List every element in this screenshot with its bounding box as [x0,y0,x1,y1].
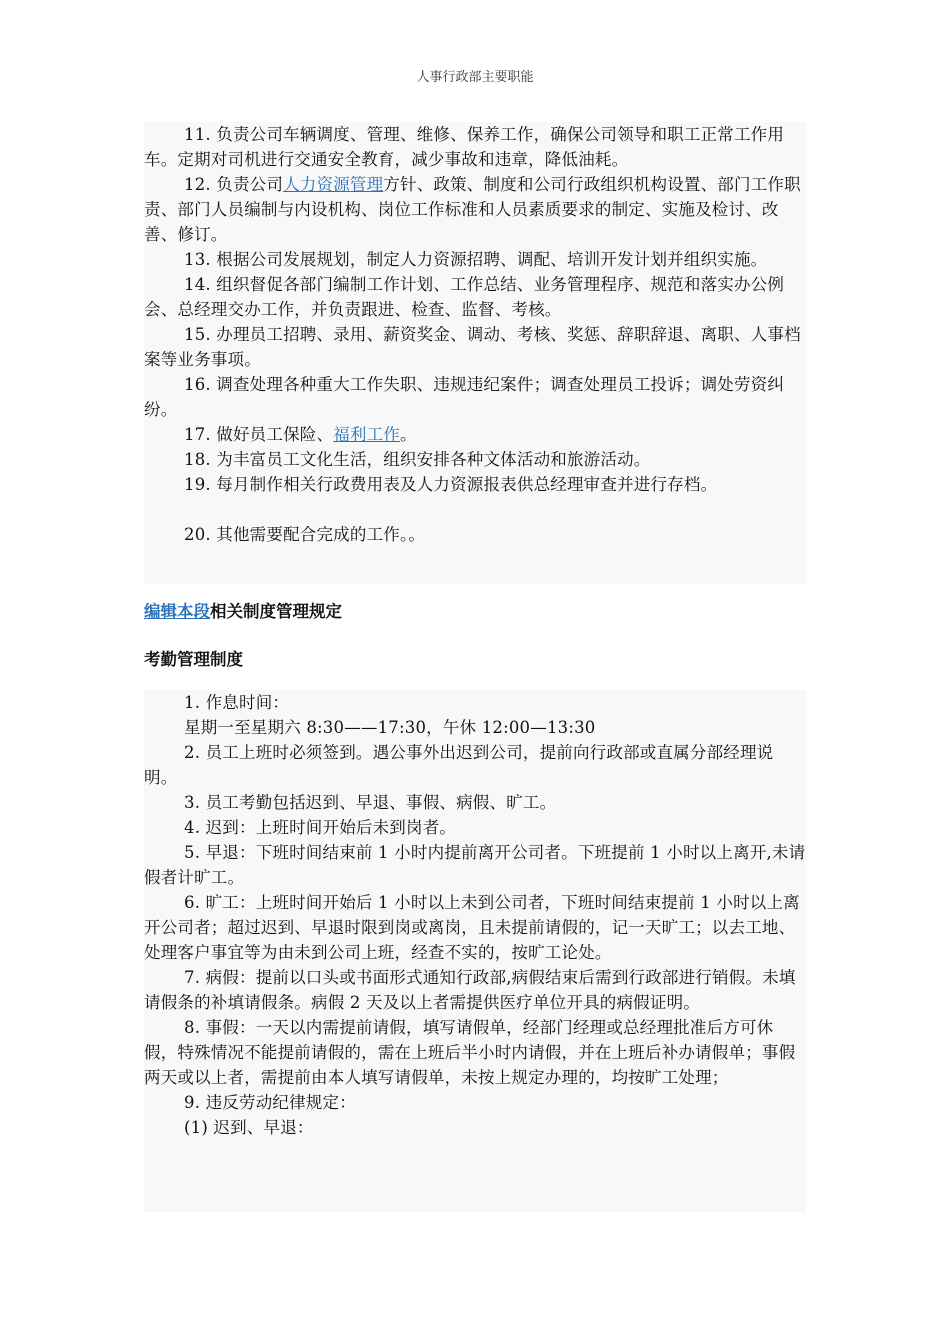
attendance-item: 1. 作息时间： [184,693,290,712]
subheading: 考勤管理制度 [144,650,243,669]
attendance-item: 9. 违反劳动纪律规定： [184,1093,356,1112]
duty-12: 12. 负责公司人力资源管理方针、政策、制度和公司行政组织机构设置、部门工作职责、部门人员编制与内设机构、岗位工作标准和人员素质要求的制定、实施及检讨、改善、修订。 [144,175,801,244]
duty-13: 13. 根据公司发展规划，制定人力资源招聘、调配、培训开发计划并组织实施。 [184,250,768,269]
section-title: 相关制度管理规定 [210,602,342,621]
attendance-item: (1) 迟到、早退： [184,1118,314,1137]
duty-19: 19. 每月制作相关行政费用表及人力资源报表供总经理审查并进行存档。 [184,475,718,494]
duties-section [144,122,806,584]
edit-section-link[interactable]: 编辑本段 [144,602,210,621]
duty-18: 18. 为丰富员工文化生活，组织安排各种文体活动和旅游活动。 [184,450,651,469]
attendance-item: 5. 早退：下班时间结束前 1 小时内提前离开公司者。下班提前 1 小时以上离开,未请假者计旷工。 [144,843,806,887]
duty-16: 16. 调查处理各种重大工作失职、违规违纪案件；调查处理员工投诉；调处劳资纠纷。 [144,375,785,419]
hr-management-link[interactable]: 人力资源管理 [283,175,384,194]
attendance-item: 6. 旷工：上班时间开始后 1 小时以上未到公司者，下班时间结束提前 1 小时以上离开公司者；超过迟到、早退时限到岗或离岗，且未提前请假的，记一天旷工；以去工地、处理客户事宜等为由未到公司上班，经查不实的，按旷工论处。 [144,893,800,962]
attendance-item: 3. 员工考勤包括迟到、早退、事假、病假、旷工。 [184,793,557,812]
section-heading [144,598,342,622]
attendance-item: 星期一至星期六 8:30——17:30，午休 12:00—13:30 [184,718,596,737]
attendance-item: 7. 病假：提前以口头或书面形式通知行政部,病假结束后需到行政部进行销假。未填请假条的补填请假条。病假 2 天及以上者需提供医疗单位开具的病假证明。 [144,968,796,1012]
attendance-item: 2. 员工上班时必须签到。遇公事外出迟到公司，提前向行政部或直属分部经理说明。 [144,743,774,787]
attendance-section [144,690,806,1212]
duty-17: 17. 做好员工保险、福利工作。 [184,425,417,444]
page-header: 人事行政部主要职能 [416,70,534,85]
duty-20: 20. 其他需要配合完成的工作。。 [184,525,426,544]
attendance-item: 8. 事假：一天以内需提前请假，填写请假单，经部门经理或总经理批准后方可休假，特殊情况不能提前请假的，需在上班后半小时内请假，并在上班后补办请假单；事假两天或以上者，需提前由本人填写请假单，未按上规定办理的，均按旷工处理； [144,1018,796,1087]
duty-11: 11. 负责公司车辆调度、管理、维修、保养工作，确保公司领导和职工正常工作用车。定期对司机进行交通安全教育，减少事故和违章，降低油耗。 [144,125,785,169]
duty-15: 15. 办理员工招聘、录用、薪资奖金、调动、考核、奖惩、辞职辞退、离职、人事档案等业务事项。 [144,325,801,369]
attendance-item: 4. 迟到：上班时间开始后未到岗者。 [184,818,457,837]
duty-14: 14. 组织督促各部门编制工作计划、工作总结、业务管理程序、规范和落实办公例会、总经理交办工作，并负责跟进、检查、监督、考核。 [144,275,785,319]
welfare-link[interactable]: 福利工作 [333,425,400,444]
